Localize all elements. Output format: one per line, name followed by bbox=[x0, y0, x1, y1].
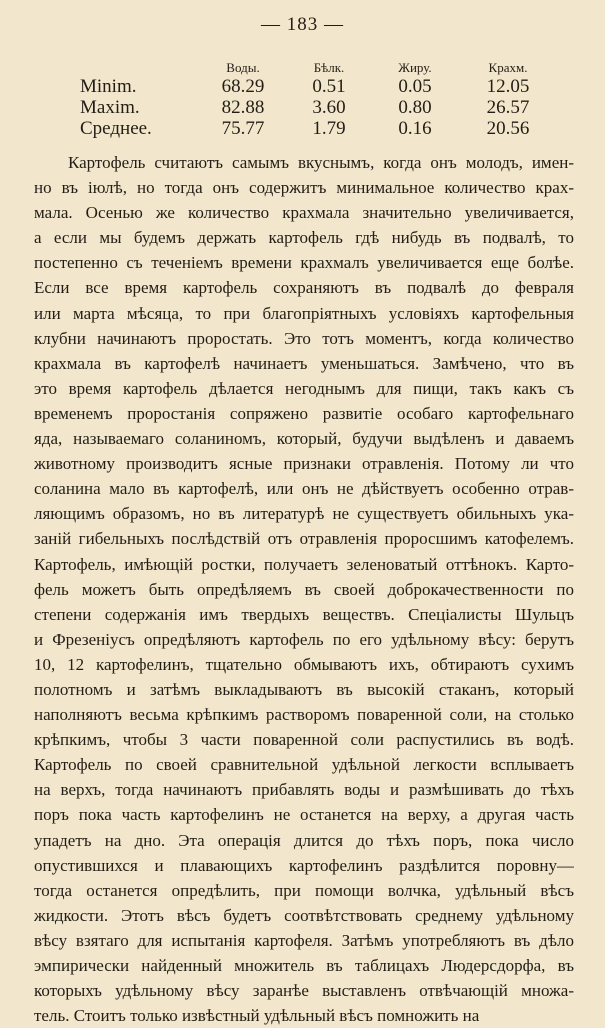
table-header: Бѣлк. bbox=[313, 60, 345, 75]
body-text bbox=[34, 150, 574, 1028]
text-line: полотномъ и затѣмъ выкладываютъ въ высокій стаканъ, который bbox=[34, 679, 574, 699]
row-label: Minim. bbox=[80, 76, 137, 97]
text-line: упадетъ на дно. Эта операція длится до тѣхъ поръ, пока число bbox=[34, 830, 574, 850]
table-header-row bbox=[80, 60, 558, 76]
table-cell: 75.77 bbox=[221, 118, 265, 139]
text-line: но въ іюлѣ, но тогда онъ содержитъ минимальное количество крах- bbox=[34, 178, 574, 198]
text-line: это время картофель дѣлается негоднымъ для пищи, такъ какъ съ bbox=[34, 378, 574, 398]
text-line: Если все время картофель сохраняютъ въ подвалѣ до февраля bbox=[34, 278, 574, 298]
text-line: наполняютъ весьма крѣпкимъ растворомъ поваренной соли, на столько bbox=[34, 705, 574, 725]
text-line: которыхъ удѣльному вѣсу заранѣе выставленъ отвѣчающій множа- bbox=[34, 981, 574, 1001]
table-header-empty bbox=[80, 60, 200, 76]
table-cell: 3.60 bbox=[312, 97, 346, 118]
text-line: поръ пока часть картофелинъ не останется на верху, а другая часть bbox=[34, 805, 574, 825]
text-line: и Фрезеніусъ опредѣляютъ картофель по его удѣльному вѣсу: берутъ bbox=[34, 629, 574, 649]
text-line: Картофель по своей сравнительной удѣльной легкости всплываетъ bbox=[34, 755, 574, 775]
text-line: опустившихся и плавающихъ картофелинъ раздѣлится поровну— bbox=[34, 855, 574, 875]
table-header: Жиру. bbox=[398, 60, 432, 75]
text-line: яда, называемаго соланиномъ, который, будучи выдѣленъ и даваемъ bbox=[34, 429, 574, 449]
table-cell: 26.57 bbox=[486, 97, 530, 118]
text-line: соланина мало въ картофелѣ, или онъ не дѣйствуетъ особенно отрав- bbox=[34, 479, 574, 499]
text-line: животному производитъ ясные признаки отравленія. Потому ли что bbox=[34, 454, 574, 474]
text-line: эмпирически найденный множитель въ таблицахъ Людерсдорфа, въ bbox=[34, 956, 574, 975]
table-row bbox=[80, 118, 558, 139]
text-line: крѣпкимъ, чтобы 3 части поваренной соли распустились въ водѣ. bbox=[34, 730, 574, 750]
text-line: на верхъ, тогда начинаютъ прибавлять воды и размѣшивать до тѣхъ bbox=[34, 780, 574, 800]
row-label: Maxim. bbox=[80, 97, 140, 118]
table-cell: 12.05 bbox=[486, 76, 530, 97]
text-line: Картофель считаютъ самымъ вкуснымъ, когда онъ молодъ, имен- bbox=[68, 153, 574, 172]
text-line: а если мы будемъ держать картофель гдѣ нибудь въ подвалѣ, то bbox=[34, 228, 574, 248]
row-label: Среднее. bbox=[80, 118, 152, 139]
text-line: тогда останется опредѣлить, при помощи волчка, удѣльный вѣсъ bbox=[34, 880, 574, 900]
composition-table bbox=[80, 60, 558, 139]
text-line: ляющимъ образомъ, но въ литературѣ не существуетъ обильныхъ ука- bbox=[34, 504, 574, 524]
text-line: или марта мѣсяца, то при благопріятныхъ условіяхъ картофельныя bbox=[34, 303, 574, 323]
table-cell: 0.51 bbox=[312, 76, 346, 97]
table-cell: 0.05 bbox=[398, 76, 432, 97]
table-header: Крахм. bbox=[488, 60, 528, 75]
text-line: Картофель, имѣющій ростки, получаетъ зеленоватый оттѣнокъ. Карто- bbox=[34, 554, 574, 574]
table-cell: 1.79 bbox=[312, 118, 346, 139]
table-cell: 0.16 bbox=[398, 118, 432, 139]
text-line: мала. Осенью же количество крахмала значительно увеличивается, bbox=[34, 203, 574, 223]
text-line: клубни начинаютъ проростать. Это тотъ моментъ, когда количество bbox=[34, 328, 574, 348]
text-line: степени содержанія имъ твердыхъ веществъ. Спеціалисты Шульцъ bbox=[34, 604, 574, 624]
text-line: вѣсу взятаго для испытанія картофеля. Затѣмъ употребляютъ въ дѣло bbox=[34, 930, 574, 950]
table-cell: 68.29 bbox=[221, 76, 265, 97]
table-cell: 0.80 bbox=[398, 97, 432, 118]
text-line: временемъ проростанія сопряжено развитіе особаго картофельнаго bbox=[34, 403, 574, 423]
table-header: Воды. bbox=[226, 60, 260, 75]
table-row bbox=[80, 97, 558, 118]
table-cell: 82.88 bbox=[221, 97, 265, 118]
text-line: постепенно съ теченіемъ времени крахмалъ увеличивается еще болѣе. bbox=[34, 253, 574, 273]
table-cell: 20.56 bbox=[486, 118, 530, 139]
text-line: 10, 12 картофелинъ, тщательно обмываютъ ихъ, обтираютъ сухимъ bbox=[34, 654, 574, 674]
page-number: — 183 — bbox=[261, 14, 344, 35]
text-line: фель можетъ быть опредѣляемъ въ своей доброкачественности по bbox=[34, 579, 574, 599]
text-line: тель. Стоитъ только извѣстный удѣльный вѣсъ помножить на bbox=[34, 1006, 480, 1026]
table-row bbox=[80, 76, 558, 97]
text-line: жидкости. Этотъ вѣсъ будетъ соотвѣтствовать среднему удѣльному bbox=[34, 905, 574, 925]
text-line: крахмала въ картофелѣ начинаетъ уменьшаться. Замѣчено, что въ bbox=[34, 353, 574, 373]
text-line: заній гибельныхъ послѣдствій отъ отравленія проросшимъ катофелемъ. bbox=[34, 529, 574, 549]
